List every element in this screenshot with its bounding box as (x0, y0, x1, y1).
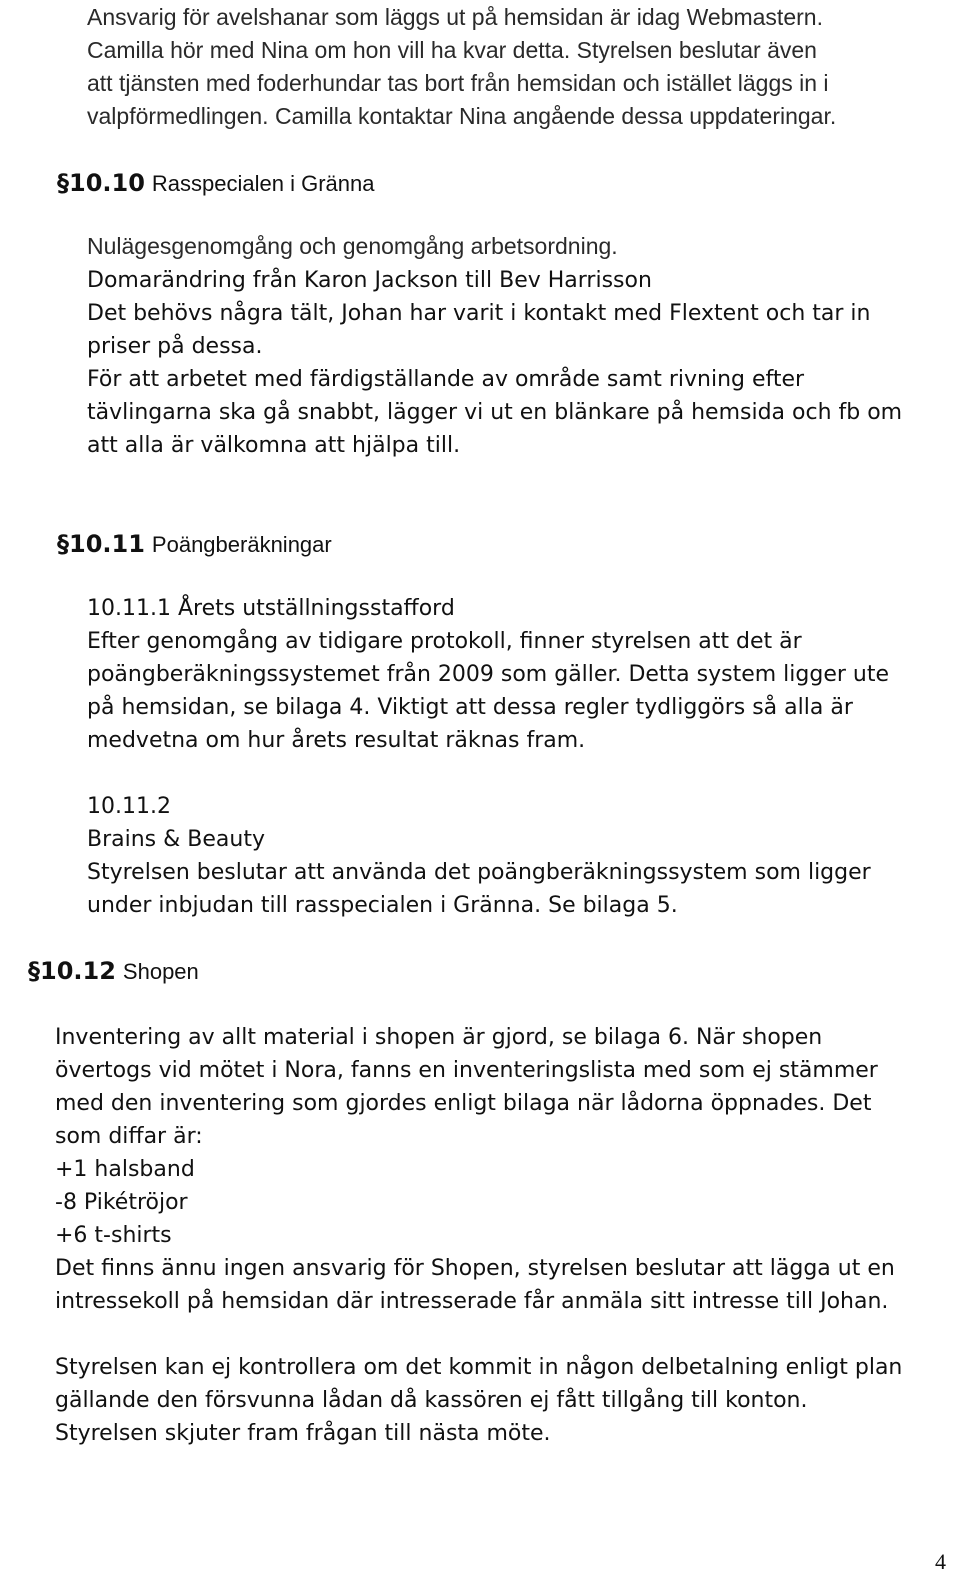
subsection-number: 10.11.2 (87, 794, 171, 819)
body-line: med den inventering som gjordes enligt bilaga när lådorna öppnades. Det (55, 1091, 872, 1116)
body-line: Styrelsen kan ej kontrollera om det kommit in någon delbetalning enligt plan (55, 1355, 903, 1380)
body-line: Det behövs några tält, Johan har varit i kontakt med Flextent och tar in (87, 301, 871, 326)
intro-line: Camilla hör med Nina om hon vill ha kvar detta. Styrelsen beslutar även (87, 37, 817, 63)
section-sign: § (57, 169, 69, 197)
body-line: tävlingarna ska gå snabbt, lägger vi ut en blänkare på hemsida och fb om (87, 400, 903, 425)
section-title: Shopen (122, 959, 199, 984)
body-line: Efter genomgång av tidigare protokoll, finner styrelsen att det är (87, 629, 802, 654)
body-line: priser på dessa. (87, 334, 263, 359)
section-heading-10-11 (57, 528, 332, 562)
intro-line: att tjänsten med foderhundar tas bort från hemsidan och istället läggs in i (87, 70, 829, 96)
body-line: att alla är välkomna att hjälpa till. (87, 433, 461, 458)
section-number: 10.10 (69, 169, 145, 197)
body-line: Inventering av allt material i shopen är gjord, se bilaga 6. När shopen (55, 1025, 823, 1050)
section-title: Rasspecialen i Gränna (151, 171, 375, 196)
body-line: som diffar är: (55, 1124, 203, 1149)
section-number: 10.12 (40, 957, 116, 985)
body-line: poängberäkningssystemet från 2009 som gäller. Detta system ligger ute (87, 662, 890, 687)
section-heading-10-10 (57, 167, 375, 201)
body-line: intressekoll på hemsidan där intresserade får anmäla sitt intresse till Johan. (55, 1289, 889, 1314)
section-title: Poängberäkningar (151, 532, 332, 557)
subsection-title: Brains & Beauty (87, 827, 265, 852)
body-line: Det finns ännu ingen ansvarig för Shopen, styrelsen beslutar att lägga ut en (55, 1256, 895, 1281)
body-line: Styrelsen skjuter fram frågan till nästa möte. (55, 1421, 551, 1446)
body-line: Nulägesgenomgång och genomgång arbetsordning. (87, 233, 618, 259)
body-line: gällande den försvunna lådan då kassören ej fått tillgång till konton. (55, 1388, 808, 1413)
body-line: under inbjudan till rasspecialen i Gränna. Se bilaga 5. (87, 893, 678, 918)
list-item: +6 t-shirts (55, 1223, 172, 1248)
subsection-title: 10.11.1 Årets utställningsstafford (87, 596, 455, 621)
section-number: 10.11 (69, 530, 145, 558)
list-item: -8 Pikétröjor (55, 1190, 188, 1215)
body-line: För att arbetet med färdigställande av område samt rivning efter (87, 367, 805, 392)
list-item: +1 halsband (55, 1157, 195, 1182)
page-number: 4 (935, 1549, 946, 1574)
section-sign: § (57, 530, 69, 558)
body-line: Styrelsen beslutar att använda det poängberäkningssystem som ligger (87, 860, 871, 885)
intro-line: Ansvarig för avelshanar som läggs ut på hemsidan är idag Webmastern. (87, 4, 823, 30)
section-heading-10-12 (28, 955, 199, 989)
body-line: på hemsidan, se bilaga 4. Viktigt att dessa regler tydliggörs så alla är (87, 695, 853, 720)
body-line: Domarändring från Karon Jackson till Bev Harrisson (87, 268, 652, 293)
section-sign: § (28, 957, 40, 985)
intro-line: valpförmedlingen. Camilla kontaktar Nina angående dessa uppdateringar. (87, 103, 837, 129)
body-line: övertogs vid mötet i Nora, fanns en inventeringslista med som ej stämmer (55, 1058, 878, 1083)
body-line: medvetna om hur årets resultat räknas fram. (87, 728, 586, 753)
